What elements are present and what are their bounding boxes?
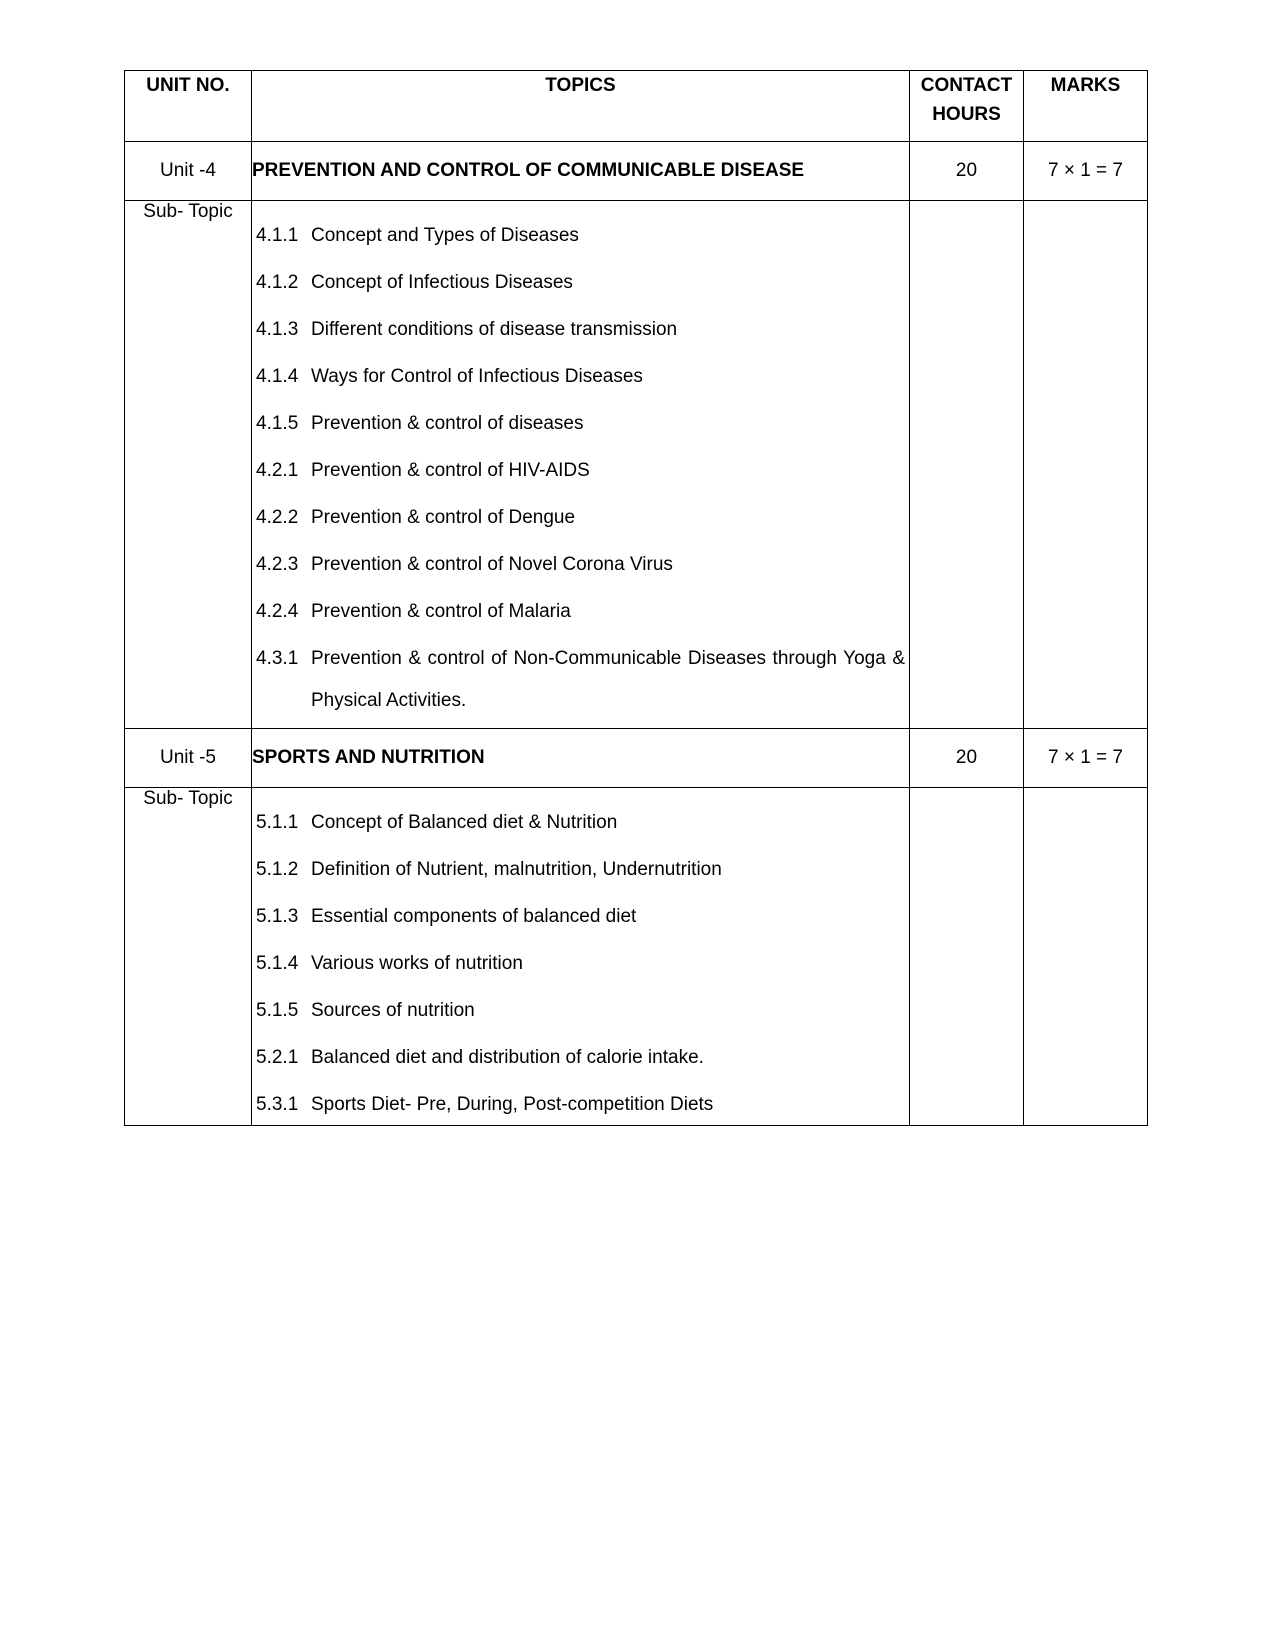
list-item <box>256 506 905 530</box>
subtopic-number: 5.1.1 <box>256 812 299 833</box>
header-unit-no: UNIT NO. <box>125 71 252 142</box>
unit-title: PREVENTION AND CONTROL OF COMMUNICABLE DISEASE <box>252 142 910 201</box>
subtopic-number: 4.2.1 <box>256 460 299 481</box>
contact-hours: 20 <box>910 142 1024 201</box>
subtopic-text: Prevention & control of Non-Communicable Diseases through Yoga & Physical Activities. <box>311 648 905 711</box>
subtopic-text: Essential components of balanced diet <box>311 906 637 927</box>
subtopic-text: Prevention & control of Malaria <box>311 601 571 622</box>
subtopic-text: Concept of Infectious Diseases <box>311 272 573 293</box>
list-item <box>256 999 905 1023</box>
subtopic-text: Ways for Control of Infectious Diseases <box>311 366 643 387</box>
list-item <box>256 905 905 929</box>
empty-marks-cell <box>1024 788 1148 1126</box>
list-item <box>256 412 905 436</box>
list-item <box>256 600 905 624</box>
header-marks: MARKS <box>1024 71 1148 142</box>
subtopic-number: 5.1.2 <box>256 859 299 880</box>
empty-hours-cell <box>910 788 1024 1126</box>
list-item <box>256 365 905 389</box>
sub-topic-label: Sub- Topic <box>125 201 252 729</box>
subtopic-row <box>125 201 1148 729</box>
list-item <box>256 459 905 483</box>
subtopic-list <box>252 788 909 1125</box>
subtopic-text: Different conditions of disease transmission <box>311 319 678 340</box>
subtopic-list-cell <box>252 788 910 1126</box>
marks: 7 × 1 = 7 <box>1024 729 1148 788</box>
subtopic-number: 5.3.1 <box>256 1094 299 1115</box>
subtopic-number: 4.1.4 <box>256 366 299 387</box>
list-item <box>256 1046 905 1070</box>
list-item <box>256 1093 905 1117</box>
subtopic-text: Concept and Types of Diseases <box>311 225 579 246</box>
subtopic-text: Sports Diet- Pre, During, Post-competition Diets <box>311 1094 714 1115</box>
subtopic-number: 5.1.5 <box>256 1000 299 1021</box>
list-item <box>256 271 905 295</box>
subtopic-number: 5.1.4 <box>256 953 299 974</box>
syllabus-table <box>124 70 1148 1126</box>
subtopic-list-cell <box>252 201 910 729</box>
contact-hours: 20 <box>910 729 1024 788</box>
empty-hours-cell <box>910 201 1024 729</box>
subtopic-number: 4.1.3 <box>256 319 299 340</box>
subtopic-text: Sources of nutrition <box>311 1000 475 1021</box>
unit-title: SPORTS AND NUTRITION <box>252 729 910 788</box>
subtopic-number: 4.1.2 <box>256 272 299 293</box>
subtopic-list <box>252 201 909 728</box>
subtopic-text: Concept of Balanced diet & Nutrition <box>311 812 618 833</box>
subtopic-number: 4.1.5 <box>256 413 299 434</box>
subtopic-number: 5.2.1 <box>256 1047 299 1068</box>
subtopic-text: Prevention & control of HIV-AIDS <box>311 460 590 481</box>
empty-marks-cell <box>1024 201 1148 729</box>
subtopic-text: Prevention & control of Dengue <box>311 507 576 528</box>
subtopic-text: Balanced diet and distribution of calorie intake. <box>311 1047 704 1068</box>
marks: 7 × 1 = 7 <box>1024 142 1148 201</box>
subtopic-number: 4.1.1 <box>256 225 299 246</box>
sub-topic-label: Sub- Topic <box>125 788 252 1126</box>
subtopic-text: Definition of Nutrient, malnutrition, Undernutrition <box>311 859 722 880</box>
subtopic-row <box>125 788 1148 1126</box>
subtopic-number: 4.2.3 <box>256 554 299 575</box>
subtopic-number: 4.3.1 <box>256 648 299 669</box>
unit-row <box>125 729 1148 788</box>
unit-number: Unit -5 <box>125 729 252 788</box>
header-topics: TOPICS <box>252 71 910 142</box>
subtopic-text: Various works of nutrition <box>311 953 523 974</box>
list-item <box>256 318 905 342</box>
list-item <box>256 553 905 577</box>
header-row <box>125 71 1148 142</box>
list-item <box>256 811 905 835</box>
subtopic-number: 4.2.2 <box>256 507 299 528</box>
subtopic-text: Prevention & control of diseases <box>311 413 584 434</box>
list-item <box>256 647 905 722</box>
unit-number: Unit -4 <box>125 142 252 201</box>
subtopic-number: 5.1.3 <box>256 906 299 927</box>
subtopic-text: Prevention & control of Novel Corona Virus <box>311 554 673 575</box>
header-contact-hours: CONTACT HOURS <box>910 71 1024 142</box>
subtopic-number: 4.2.4 <box>256 601 299 622</box>
list-item <box>256 224 905 248</box>
unit-row <box>125 142 1148 201</box>
list-item <box>256 952 905 976</box>
list-item <box>256 858 905 882</box>
